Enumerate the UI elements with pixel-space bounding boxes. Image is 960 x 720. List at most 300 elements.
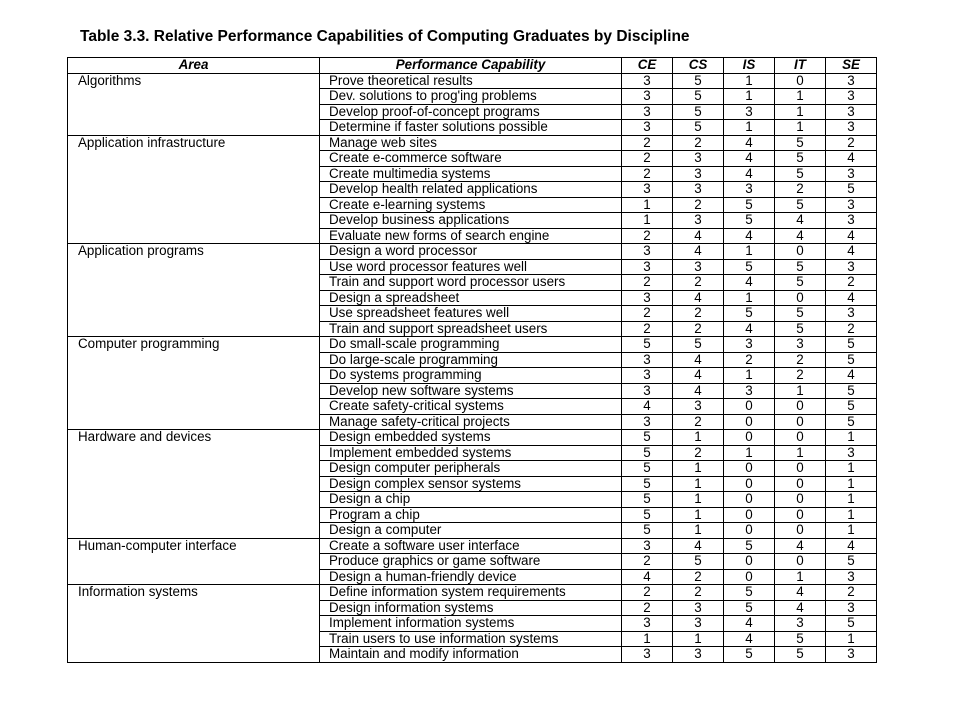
table-body xyxy=(68,73,877,662)
se-score-cell: 4 xyxy=(826,228,877,244)
it-score-cell: 0 xyxy=(775,554,826,570)
cs-score-cell: 5 xyxy=(673,89,724,105)
capability-cell: Do large-scale programming xyxy=(320,352,622,368)
cs-score-cell: 4 xyxy=(673,244,724,260)
it-score-cell: 0 xyxy=(775,476,826,492)
area-cell xyxy=(68,182,320,198)
it-score-cell: 5 xyxy=(775,135,826,151)
is-score-cell: 4 xyxy=(724,166,775,182)
se-score-cell: 5 xyxy=(826,383,877,399)
capability-cell: Create e-learning systems xyxy=(320,197,622,213)
ce-score-cell: 2 xyxy=(622,275,673,291)
se-score-cell: 4 xyxy=(826,290,877,306)
cs-score-cell: 2 xyxy=(673,585,724,601)
area-cell xyxy=(68,166,320,182)
table-row xyxy=(68,166,877,182)
se-score-cell: 5 xyxy=(826,337,877,353)
it-score-cell: 5 xyxy=(775,166,826,182)
is-score-cell: 4 xyxy=(724,275,775,291)
ce-score-cell: 3 xyxy=(622,244,673,260)
ce-score-cell: 3 xyxy=(622,616,673,632)
area-cell xyxy=(68,306,320,322)
capability-cell: Design a chip xyxy=(320,492,622,508)
ce-score-cell: 4 xyxy=(622,569,673,585)
ce-score-cell: 3 xyxy=(622,383,673,399)
se-score-cell: 2 xyxy=(826,275,877,291)
it-score-cell: 0 xyxy=(775,492,826,508)
it-score-cell: 3 xyxy=(775,616,826,632)
ce-score-cell: 2 xyxy=(622,228,673,244)
capability-cell: Develop proof-of-concept programs xyxy=(320,104,622,120)
table-row xyxy=(68,259,877,275)
ce-score-cell: 5 xyxy=(622,430,673,446)
is-score-cell: 2 xyxy=(724,352,775,368)
area-cell: Computer programming xyxy=(68,337,320,353)
area-cell xyxy=(68,399,320,415)
table-row xyxy=(68,213,877,229)
ce-score-cell: 3 xyxy=(622,259,673,275)
table-row xyxy=(68,631,877,647)
table-row xyxy=(68,73,877,89)
table-row xyxy=(68,228,877,244)
area-cell: Information systems xyxy=(68,585,320,601)
table-row xyxy=(68,306,877,322)
cs-score-cell: 4 xyxy=(673,352,724,368)
is-score-cell: 5 xyxy=(724,197,775,213)
cs-score-cell: 3 xyxy=(673,647,724,663)
capability-cell: Train and support spreadsheet users xyxy=(320,321,622,337)
it-score-cell: 0 xyxy=(775,73,826,89)
ce-score-cell: 3 xyxy=(622,538,673,554)
cs-score-cell: 4 xyxy=(673,383,724,399)
cs-score-cell: 1 xyxy=(673,631,724,647)
it-score-cell: 0 xyxy=(775,461,826,477)
capability-cell: Develop new software systems xyxy=(320,383,622,399)
it-score-cell: 5 xyxy=(775,197,826,213)
table-row xyxy=(68,616,877,632)
cs-score-cell: 4 xyxy=(673,538,724,554)
is-score-cell: 5 xyxy=(724,213,775,229)
capability-cell: Design a word processor xyxy=(320,244,622,260)
se-score-cell: 5 xyxy=(826,616,877,632)
ce-score-cell: 1 xyxy=(622,631,673,647)
ce-score-cell: 2 xyxy=(622,585,673,601)
it-score-cell: 4 xyxy=(775,600,826,616)
it-score-cell: 5 xyxy=(775,306,826,322)
is-score-cell: 0 xyxy=(724,414,775,430)
table-row xyxy=(68,538,877,554)
is-score-cell: 1 xyxy=(724,290,775,306)
ce-score-cell: 2 xyxy=(622,306,673,322)
area-cell xyxy=(68,104,320,120)
cs-score-cell: 3 xyxy=(673,399,724,415)
ce-score-cell: 3 xyxy=(622,368,673,384)
area-cell xyxy=(68,228,320,244)
it-score-cell: 0 xyxy=(775,399,826,415)
ce-score-cell: 2 xyxy=(622,166,673,182)
cs-score-cell: 1 xyxy=(673,461,724,477)
is-score-cell: 0 xyxy=(724,492,775,508)
table-row xyxy=(68,151,877,167)
area-cell xyxy=(68,368,320,384)
table-row xyxy=(68,352,877,368)
se-score-cell: 2 xyxy=(826,135,877,151)
table-row xyxy=(68,89,877,105)
area-cell xyxy=(68,461,320,477)
it-score-cell: 4 xyxy=(775,585,826,601)
table-title: Table 3.3. Relative Performance Capabilities of Computing Graduates by Discipline xyxy=(80,28,690,45)
se-score-cell: 3 xyxy=(826,445,877,461)
it-score-cell: 1 xyxy=(775,569,826,585)
it-score-cell: 0 xyxy=(775,414,826,430)
se-score-cell: 5 xyxy=(826,182,877,198)
area-cell xyxy=(68,523,320,539)
se-score-cell: 3 xyxy=(826,104,877,120)
is-score-cell: 3 xyxy=(724,337,775,353)
is-score-cell: 4 xyxy=(724,151,775,167)
cs-score-cell: 2 xyxy=(673,135,724,151)
it-score-cell: 3 xyxy=(775,337,826,353)
area-cell: Hardware and devices xyxy=(68,430,320,446)
ce-score-cell: 3 xyxy=(622,414,673,430)
it-score-cell: 2 xyxy=(775,182,826,198)
table-row xyxy=(68,368,877,384)
capability-cell: Design computer peripherals xyxy=(320,461,622,477)
is-score-cell: 1 xyxy=(724,120,775,136)
ce-score-cell: 5 xyxy=(622,445,673,461)
capability-cell: Do small-scale programming xyxy=(320,337,622,353)
is-score-cell: 0 xyxy=(724,430,775,446)
area-cell xyxy=(68,492,320,508)
it-score-cell: 4 xyxy=(775,213,826,229)
capability-cell: Prove theoretical results xyxy=(320,73,622,89)
cs-score-cell: 3 xyxy=(673,166,724,182)
it-score-cell: 1 xyxy=(775,383,826,399)
capability-cell: Implement information systems xyxy=(320,616,622,632)
capability-cell: Define information system requirements xyxy=(320,585,622,601)
capability-cell: Design information systems xyxy=(320,600,622,616)
area-cell xyxy=(68,631,320,647)
header-cs: CS xyxy=(673,58,724,74)
ce-score-cell: 2 xyxy=(622,135,673,151)
table-row xyxy=(68,399,877,415)
se-score-cell: 1 xyxy=(826,492,877,508)
cs-score-cell: 5 xyxy=(673,337,724,353)
capability-cell: Maintain and modify information xyxy=(320,647,622,663)
cs-score-cell: 1 xyxy=(673,507,724,523)
ce-score-cell: 5 xyxy=(622,337,673,353)
capability-cell: Do systems programming xyxy=(320,368,622,384)
table-row xyxy=(68,290,877,306)
it-score-cell: 0 xyxy=(775,290,826,306)
ce-score-cell: 3 xyxy=(622,182,673,198)
it-score-cell: 1 xyxy=(775,445,826,461)
table-row xyxy=(68,104,877,120)
table-row xyxy=(68,430,877,446)
cs-score-cell: 2 xyxy=(673,445,724,461)
header-se: SE xyxy=(826,58,877,74)
capability-cell: Create multimedia systems xyxy=(320,166,622,182)
cs-score-cell: 2 xyxy=(673,197,724,213)
table-row xyxy=(68,461,877,477)
is-score-cell: 4 xyxy=(724,321,775,337)
se-score-cell: 1 xyxy=(826,507,877,523)
it-score-cell: 0 xyxy=(775,430,826,446)
se-score-cell: 3 xyxy=(826,89,877,105)
it-score-cell: 5 xyxy=(775,631,826,647)
table-row xyxy=(68,182,877,198)
se-score-cell: 2 xyxy=(826,321,877,337)
capability-cell: Create safety-critical systems xyxy=(320,399,622,415)
ce-score-cell: 5 xyxy=(622,461,673,477)
area-cell xyxy=(68,275,320,291)
table-row xyxy=(68,523,877,539)
table-row xyxy=(68,321,877,337)
is-score-cell: 0 xyxy=(724,461,775,477)
ce-score-cell: 3 xyxy=(622,120,673,136)
se-score-cell: 3 xyxy=(826,600,877,616)
is-score-cell: 0 xyxy=(724,569,775,585)
is-score-cell: 0 xyxy=(724,523,775,539)
ce-score-cell: 1 xyxy=(622,213,673,229)
it-score-cell: 4 xyxy=(775,538,826,554)
is-score-cell: 3 xyxy=(724,104,775,120)
se-score-cell: 3 xyxy=(826,73,877,89)
area-cell: Human-computer interface xyxy=(68,538,320,554)
se-score-cell: 3 xyxy=(826,306,877,322)
cs-score-cell: 3 xyxy=(673,259,724,275)
it-score-cell: 5 xyxy=(775,151,826,167)
is-score-cell: 5 xyxy=(724,600,775,616)
is-score-cell: 5 xyxy=(724,306,775,322)
area-cell xyxy=(68,569,320,585)
cs-score-cell: 2 xyxy=(673,275,724,291)
capability-cell: Design embedded systems xyxy=(320,430,622,446)
it-score-cell: 0 xyxy=(775,523,826,539)
cs-score-cell: 3 xyxy=(673,616,724,632)
cs-score-cell: 3 xyxy=(673,600,724,616)
ce-score-cell: 5 xyxy=(622,476,673,492)
is-score-cell: 5 xyxy=(724,538,775,554)
se-score-cell: 1 xyxy=(826,461,877,477)
cs-score-cell: 2 xyxy=(673,569,724,585)
ce-score-cell: 5 xyxy=(622,507,673,523)
is-score-cell: 4 xyxy=(724,228,775,244)
is-score-cell: 5 xyxy=(724,647,775,663)
is-score-cell: 4 xyxy=(724,631,775,647)
cs-score-cell: 3 xyxy=(673,151,724,167)
it-score-cell: 1 xyxy=(775,89,826,105)
se-score-cell: 3 xyxy=(826,197,877,213)
cs-score-cell: 5 xyxy=(673,104,724,120)
area-cell xyxy=(68,151,320,167)
table-row xyxy=(68,414,877,430)
cs-score-cell: 3 xyxy=(673,182,724,198)
table-row xyxy=(68,569,877,585)
table-row xyxy=(68,554,877,570)
table-row xyxy=(68,275,877,291)
is-score-cell: 1 xyxy=(724,368,775,384)
ce-score-cell: 2 xyxy=(622,321,673,337)
capability-cell: Develop health related applications xyxy=(320,182,622,198)
ce-score-cell: 3 xyxy=(622,104,673,120)
table-row xyxy=(68,585,877,601)
se-score-cell: 4 xyxy=(826,538,877,554)
is-score-cell: 1 xyxy=(724,89,775,105)
is-score-cell: 4 xyxy=(724,135,775,151)
table-row xyxy=(68,135,877,151)
it-score-cell: 5 xyxy=(775,321,826,337)
se-score-cell: 3 xyxy=(826,569,877,585)
header-capability: Performance Capability xyxy=(320,58,622,74)
table-row xyxy=(68,507,877,523)
ce-score-cell: 2 xyxy=(622,600,673,616)
cs-score-cell: 4 xyxy=(673,228,724,244)
table-row xyxy=(68,445,877,461)
is-score-cell: 0 xyxy=(724,399,775,415)
cs-score-cell: 5 xyxy=(673,120,724,136)
se-score-cell: 3 xyxy=(826,166,877,182)
header-is: IS xyxy=(724,58,775,74)
is-score-cell: 5 xyxy=(724,585,775,601)
cs-score-cell: 2 xyxy=(673,414,724,430)
is-score-cell: 0 xyxy=(724,554,775,570)
table-row xyxy=(68,600,877,616)
it-score-cell: 4 xyxy=(775,228,826,244)
is-score-cell: 1 xyxy=(724,73,775,89)
table-row xyxy=(68,476,877,492)
table-row xyxy=(68,383,877,399)
ce-score-cell: 1 xyxy=(622,197,673,213)
se-score-cell: 4 xyxy=(826,151,877,167)
area-cell xyxy=(68,383,320,399)
is-score-cell: 3 xyxy=(724,182,775,198)
cs-score-cell: 1 xyxy=(673,492,724,508)
se-score-cell: 5 xyxy=(826,399,877,415)
se-score-cell: 3 xyxy=(826,213,877,229)
is-score-cell: 0 xyxy=(724,476,775,492)
table-row xyxy=(68,647,877,663)
it-score-cell: 2 xyxy=(775,352,826,368)
area-cell xyxy=(68,600,320,616)
ce-score-cell: 2 xyxy=(622,554,673,570)
se-score-cell: 3 xyxy=(826,259,877,275)
it-score-cell: 2 xyxy=(775,368,826,384)
ce-score-cell: 5 xyxy=(622,492,673,508)
area-cell xyxy=(68,445,320,461)
ce-score-cell: 3 xyxy=(622,89,673,105)
capability-cell: Train users to use information systems xyxy=(320,631,622,647)
ce-score-cell: 5 xyxy=(622,523,673,539)
ce-score-cell: 2 xyxy=(622,151,673,167)
header-ce: CE xyxy=(622,58,673,74)
area-cell xyxy=(68,321,320,337)
cs-score-cell: 5 xyxy=(673,554,724,570)
table-row xyxy=(68,337,877,353)
cs-score-cell: 4 xyxy=(673,368,724,384)
area-cell xyxy=(68,507,320,523)
area-cell xyxy=(68,89,320,105)
capability-cell: Train and support word processor users xyxy=(320,275,622,291)
se-score-cell: 1 xyxy=(826,476,877,492)
se-score-cell: 3 xyxy=(826,647,877,663)
cs-score-cell: 5 xyxy=(673,73,724,89)
is-score-cell: 1 xyxy=(724,445,775,461)
it-score-cell: 1 xyxy=(775,104,826,120)
area-cell xyxy=(68,352,320,368)
capability-cell: Design complex sensor systems xyxy=(320,476,622,492)
area-cell: Application programs xyxy=(68,244,320,260)
se-score-cell: 4 xyxy=(826,368,877,384)
cs-score-cell: 1 xyxy=(673,523,724,539)
header-it: IT xyxy=(775,58,826,74)
se-score-cell: 1 xyxy=(826,523,877,539)
cs-score-cell: 1 xyxy=(673,476,724,492)
area-cell xyxy=(68,414,320,430)
cs-score-cell: 4 xyxy=(673,290,724,306)
capability-cell: Manage web sites xyxy=(320,135,622,151)
area-cell xyxy=(68,290,320,306)
capability-cell: Use word processor features well xyxy=(320,259,622,275)
capability-cell: Produce graphics or game software xyxy=(320,554,622,570)
capability-cell: Use spreadsheet features well xyxy=(320,306,622,322)
se-score-cell: 1 xyxy=(826,430,877,446)
capability-cell: Manage safety-critical projects xyxy=(320,414,622,430)
area-cell xyxy=(68,259,320,275)
se-score-cell: 4 xyxy=(826,244,877,260)
se-score-cell: 1 xyxy=(826,631,877,647)
is-score-cell: 1 xyxy=(724,244,775,260)
capability-cell: Create e-commerce software xyxy=(320,151,622,167)
it-score-cell: 5 xyxy=(775,647,826,663)
table-header-row xyxy=(68,58,877,74)
se-score-cell: 5 xyxy=(826,414,877,430)
capability-cell: Implement embedded systems xyxy=(320,445,622,461)
capability-cell: Program a chip xyxy=(320,507,622,523)
is-score-cell: 3 xyxy=(724,383,775,399)
header-area: Area xyxy=(68,58,320,74)
cs-score-cell: 3 xyxy=(673,213,724,229)
table-row xyxy=(68,120,877,136)
it-score-cell: 5 xyxy=(775,259,826,275)
ce-score-cell: 3 xyxy=(622,647,673,663)
capability-cell: Develop business applications xyxy=(320,213,622,229)
cs-score-cell: 2 xyxy=(673,321,724,337)
it-score-cell: 1 xyxy=(775,120,826,136)
capability-cell: Design a computer xyxy=(320,523,622,539)
se-score-cell: 5 xyxy=(826,554,877,570)
se-score-cell: 5 xyxy=(826,352,877,368)
ce-score-cell: 4 xyxy=(622,399,673,415)
area-cell: Application infrastructure xyxy=(68,135,320,151)
area-cell: Algorithms xyxy=(68,73,320,89)
it-score-cell: 5 xyxy=(775,275,826,291)
table-row xyxy=(68,492,877,508)
se-score-cell: 2 xyxy=(826,585,877,601)
it-score-cell: 0 xyxy=(775,507,826,523)
capability-cell: Design a human-friendly device xyxy=(320,569,622,585)
is-score-cell: 4 xyxy=(724,616,775,632)
area-cell xyxy=(68,120,320,136)
area-cell xyxy=(68,647,320,663)
capability-cell: Determine if faster solutions possible xyxy=(320,120,622,136)
ce-score-cell: 3 xyxy=(622,73,673,89)
area-cell xyxy=(68,213,320,229)
ce-score-cell: 3 xyxy=(622,352,673,368)
capability-cell: Dev. solutions to prog'ing problems xyxy=(320,89,622,105)
area-cell xyxy=(68,616,320,632)
cs-score-cell: 1 xyxy=(673,430,724,446)
